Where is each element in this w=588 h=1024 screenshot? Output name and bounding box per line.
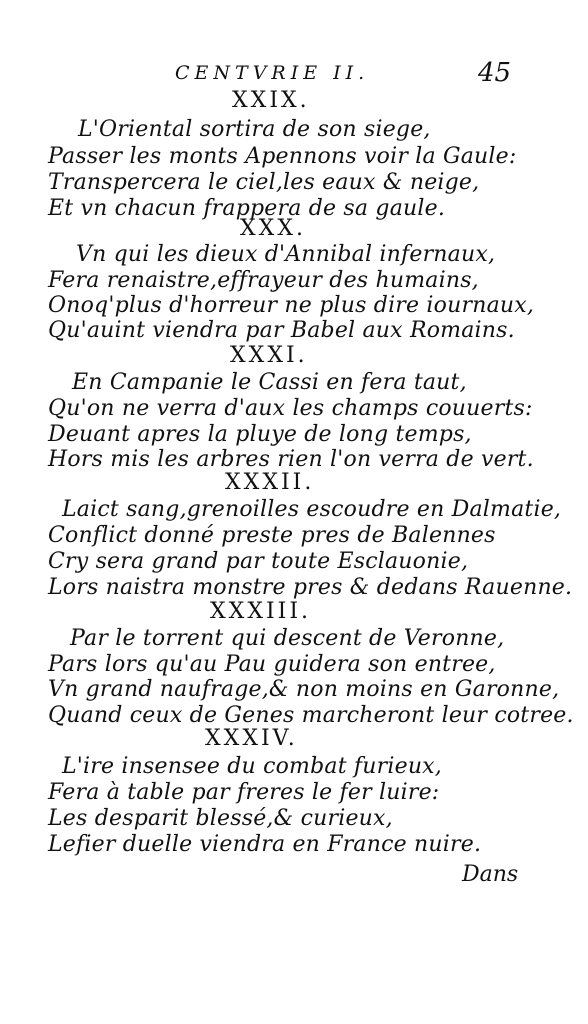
verse-line: Qu'on ne verra d'aux les champs couuerts: [48, 396, 533, 421]
catchword: Dans [462, 862, 519, 887]
verse-line: Et vn chacun frappera de sa gaule. [48, 196, 446, 221]
verse-line: Deuant apres la pluye de long temps, [48, 422, 472, 447]
verse-line: Fera à table par freres le fer luire: [48, 780, 440, 805]
verse-line: L'Oriental sortira de son siege, [78, 117, 431, 142]
verse-line: Lefier duelle viendra en France nuire. [48, 832, 482, 857]
running-head: CENTVRIE II. [175, 62, 370, 84]
verse-line: En Campanie le Cassi en fera taut, [72, 370, 467, 395]
verse-line: Hors mis les arbres rien l'on verra de vert. [48, 447, 534, 472]
verse-line: Transpercera le ciel,les eaux & neige, [48, 170, 480, 195]
verse-line: Conflict donné preste pres de Balennes [48, 523, 496, 548]
verse-line: L'ire insensee du combat furieux, [62, 754, 442, 779]
quatrain-heading: XXXI. [230, 343, 308, 368]
verse-line: Vn qui les dieux d'Annibal infernaux, [76, 242, 496, 267]
quatrain-heading: XXXIII. [210, 599, 312, 624]
verse-line: Laict sang,grenoilles escoudre en Dalmatie, [62, 497, 562, 522]
quatrain-heading: XXIX. [232, 88, 310, 113]
quatrain-heading: XXXIV. [205, 726, 298, 751]
quatrain-heading: XXXII. [225, 470, 315, 495]
verse-line: Onoq'plus d'horreur ne plus dire iournaux, [48, 293, 535, 318]
verse-line: Pars lors qu'au Pau guidera son entree, [48, 652, 496, 677]
verse-line: Passer les monts Apennons voir la Gaule: [48, 144, 517, 169]
verse-line: Qu'auint viendra par Babel aux Romains. [48, 318, 515, 343]
verse-line: Cry sera grand par toute Esclauonie, [48, 549, 469, 574]
verse-line: Lors naistra monstre pres & dedans Rauenne. [48, 575, 573, 600]
page-number: 45 [478, 58, 512, 88]
verse-line: Fera renaistre,effrayeur des humains, [48, 268, 479, 293]
verse-line: Vn grand naufrage,& non moins en Garonne, [48, 677, 560, 702]
verse-line: Les desparit blessé,& curieux, [48, 806, 393, 831]
quatrain-heading: XXX. [240, 216, 306, 241]
verse-line: Par le torrent qui descent de Veronne, [70, 626, 505, 651]
verse-line: Quand ceux de Genes marcheront leur cotree. [48, 703, 574, 728]
